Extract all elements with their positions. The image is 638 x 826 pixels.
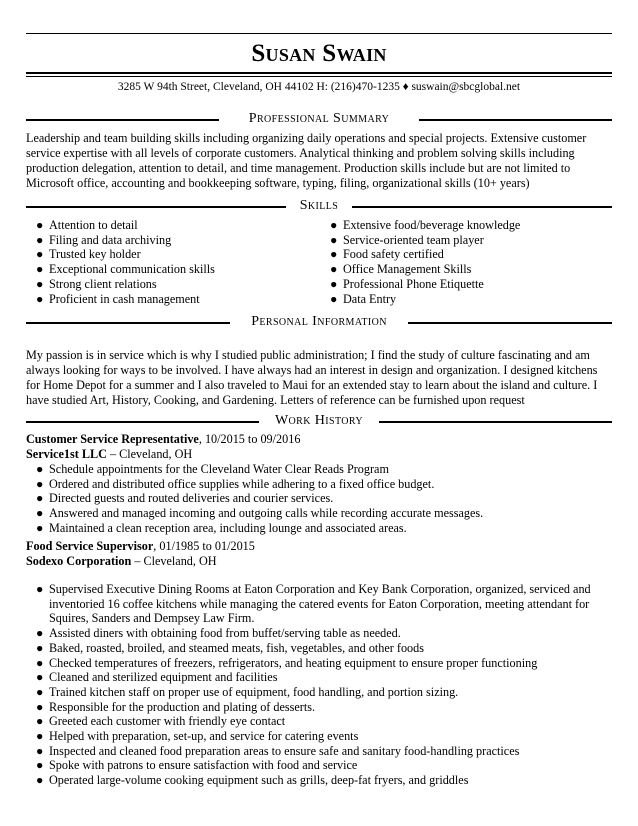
job-company-line [26,447,614,462]
job-location: – Cleveland, OH [106,447,193,461]
duty-item: ● Cleaned and sterilized equipment and facilities [36,670,278,685]
bullet-icon: ● [36,462,44,476]
duty-item: ● Supervised Executive Dining Rooms at Eaton Corporation and Key Bank Corporation, organized, serviced and inventoried 16 coffee kitchens while managing the catered events for Eaton Corporation, meeting attendant for Squires, Sanders and Dempsey Law Firm. [36,582,591,626]
section-title-skills: Skills [299,198,339,213]
skill-item: ● Proficient in cash management [36,291,200,306]
duty-item: ● Assisted diners with obtaining food from buffet/serving table as needed. [36,626,401,641]
bullet-icon: ● [36,699,44,714]
job-title-line [26,432,614,447]
bullet-icon: ● [36,758,44,773]
duty-item: ● Ordered and distributed office supplies while adhering to a fixed office budget. [36,476,435,491]
job-title-line [26,539,614,554]
skill-item: ● Trusted key holder [36,247,141,262]
bullet-icon: ● [36,276,44,291]
bullet-icon: ● [36,670,44,685]
personal-text: My passion is in service which is why I studied public administration; I find the study of culture fascinating and am always looking for ways to be involved. I have always had an interest in design and organization. I designed kitchens for Home Depot for a summer and I also traveled to Maui for an extended stay to learn about the island and culture. I have studied Art, History, Cooking, and Gardening. Letters of reference can be furnished upon request [26,348,598,407]
duty-item: ● Inspected and cleaned food preparation areas to ensure safe and sanitary food-handling practices [36,743,520,758]
bullet-icon: ● [36,262,44,277]
skill-item: ● Office Management Skills [330,262,472,277]
job-company: Sodexo Corporation [26,554,132,568]
summary-text: Leadership and team building skills including organizing daily operations and special projects. Extensive customer service expertise with all levels of corporate customers. Analytical thinking and problem solving skills including production delegation, attention to detail, and time management. Production skills include but are not limited to Microsoft office, accounting and bookkeeping software, typing, filing, organizational skills (10+ years) [26,131,587,190]
job-entry [26,539,614,569]
section-header-skills [26,197,612,215]
header-top-rule [26,33,612,34]
bullet-icon: ● [36,520,44,535]
duty-item: ● Maintained a clean reception area, including lounge and associated areas. [36,520,407,535]
duty-item: ● Trained kitchen staff on proper use of equipment, food handling, and portion sizing. [36,684,459,699]
bullet-icon: ● [36,640,44,655]
job-dates: , 10/2015 to 09/2016 [198,432,301,446]
duty-item: ● Checked temperatures of freezers, refrigerators, and heating equipment to ensure proper functioning [36,655,538,670]
duty-item: ● Baked, roasted, broiled, and steamed meats, fish, vegetables, and other foods [36,640,424,655]
section-title-work: Work History [274,413,364,428]
bullet-icon: ● [36,655,44,670]
job-entry [26,432,614,462]
bullet-icon: ● [36,773,44,788]
skill-item: ● Food safety certified [330,247,444,262]
bullet-icon: ● [36,247,44,262]
skills-list-right [330,218,520,306]
section-header-summary [26,110,612,128]
bullet-icon: ● [36,291,44,306]
job-position: Customer Service Representative [26,432,199,446]
bullet-icon: ● [36,491,44,506]
bullet-icon: ● [36,218,44,232]
job-dates: , 01/1985 to 01/2015 [153,539,255,553]
section-title-personal: Personal Information [251,314,387,329]
skills-list-left [36,218,215,306]
header-rule-upper [26,72,612,74]
duty-item: ● Spoke with patrons to ensure satisfaction with food and service [36,758,358,773]
duty-item: ● Responsible for the production and plating of desserts. [36,699,316,714]
bullet-icon: ● [36,506,44,521]
skill-item: ● Data Entry [330,291,397,306]
skill-item: ● Filing and data archiving [36,232,172,247]
bullet-icon: ● [36,743,44,758]
bullet-icon: ● [36,714,44,729]
applicant-name: Susan Swain [251,40,387,67]
bullet-icon: ● [36,582,44,596]
header-rule-lower [26,76,612,77]
job-company: Service1st LLC [26,447,107,461]
job-duties-list [36,582,614,788]
bullet-icon: ● [330,291,338,306]
duty-item: ● Helped with preparation, set-up, and service for catering events [36,729,359,744]
bullet-icon: ● [330,276,338,291]
job-company-line [26,554,614,569]
section-title-summary: Professional Summary [248,111,390,126]
job-position: Food Service Supervisor [26,539,154,553]
skill-item: ● Attention to detail [36,218,138,232]
section-header-work [26,412,612,430]
bullet-icon: ● [36,232,44,247]
section-header-personal [26,313,612,331]
skill-item: ● Extensive food/beverage knowledge [330,218,521,232]
duty-item: ● Operated large-volume cooking equipment such as grills, deep-fat fryers, and griddles [36,773,469,788]
duty-item: ● Directed guests and routed deliveries and courier services. [36,491,334,506]
skill-item: ● Exceptional communication skills [36,262,215,277]
bullet-icon: ● [36,626,44,641]
job-duties-list [36,462,483,536]
duty-item: ● Schedule appointments for the Cleveland Water Clear Reads Program [36,462,389,476]
bullet-icon: ● [36,476,44,491]
skill-item: ● Professional Phone Etiquette [330,276,484,291]
bullet-icon: ● [36,684,44,699]
bullet-icon: ● [330,218,338,232]
duty-item: ● Greeted each customer with friendly eye contact [36,714,286,729]
bullet-icon: ● [330,247,338,262]
contact-line: 3285 W 94th Street, Cleveland, OH 44102 H: (216)470-1235 ♦ suswain@sbcglobal.net [117,81,521,93]
duty-item: ● Answered and managed incoming and outgoing calls while recording accurate messages. [36,506,484,521]
bullet-icon: ● [330,262,338,277]
skill-item: ● Service-oriented team player [330,232,484,247]
bullet-icon: ● [36,729,44,744]
skill-item: ● Strong client relations [36,276,157,291]
bullet-icon: ● [330,232,338,247]
job-location: – Cleveland, OH [131,554,217,568]
